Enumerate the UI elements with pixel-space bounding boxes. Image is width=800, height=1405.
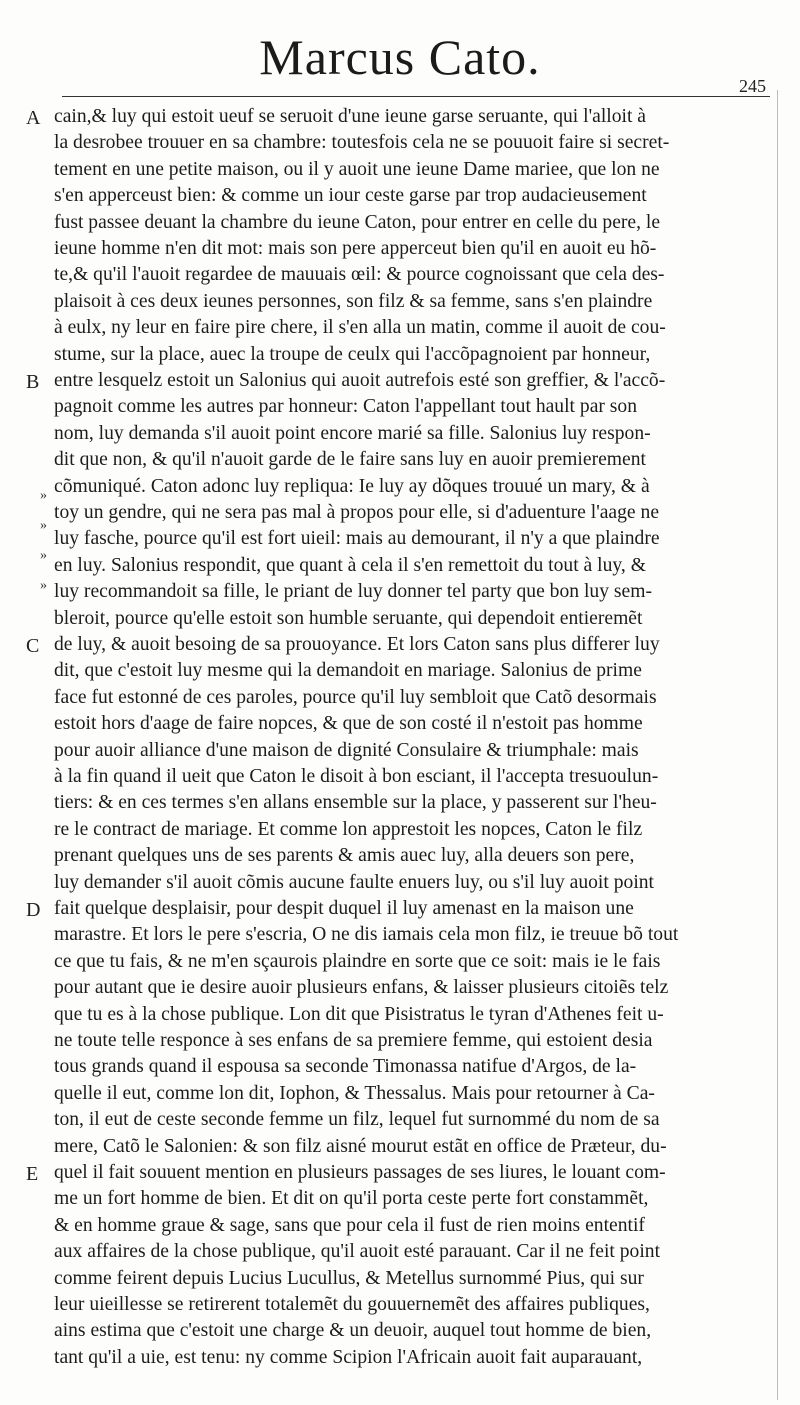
- margin-letter-b: B: [26, 371, 40, 393]
- text-line: fait quelque desplaisir, pour despit duquel il luy amenast en la maison une: [54, 898, 634, 919]
- text-line: re le contract de mariage. Et comme lon apprestoit les nopces, Caton le filz: [54, 818, 643, 840]
- text-line: pagnoit comme les autres par honneur: Caton l'appellant tout hault par son: [54, 396, 638, 418]
- text-line: mere, Catõ le Salonien: & son filz aisné mourut estãt en office de Præteur, du-: [54, 1135, 667, 1157]
- text-line: quel il fait souuent mention en plusieurs passages de ses liures, le louant com-: [54, 1162, 666, 1183]
- text-line: dit, que c'estoit luy mesme qui la demandoit en mariage. Salonius de prime: [54, 660, 642, 682]
- text-line: luy demander s'il auoit cõmis aucune faulte enuers luy, ou s'il luy auoit point: [54, 871, 655, 893]
- text-line: comme feirent depuis Lucius Lucullus, & Metellus surnommé Pius, qui sur: [54, 1267, 644, 1289]
- text-line: tant qu'il a uie, est tenu: ny comme Scipion l'Africain auoit fait auparauant,: [54, 1346, 643, 1368]
- text-line: te,& qu'il l'auoit regardee de mauuais œil: & pource cognoissant que cela des-: [54, 264, 665, 286]
- margin-quote-mark: »: [40, 518, 47, 533]
- margin-letter-e: E: [26, 1163, 39, 1185]
- text-line: la desrobee trouuer en sa chambre: toutesfois cela ne se pouuoit faire si secret-: [54, 132, 670, 154]
- text-line: plaisoit à ces deux ieunes personnes, son filz & sa femme, sans s'en plaindre: [54, 290, 653, 312]
- margin-quote-mark: »: [40, 578, 47, 593]
- margin-letter-a: A: [26, 107, 41, 129]
- text-line: bleroit, pource qu'elle estoit son humble seruante, qui dependoit entieremẽt: [54, 607, 643, 629]
- text-line: marastre. Et lors le pere s'escria, O ne dis iamais cela mon filz, ie treuue bõ tout: [54, 924, 679, 946]
- text-line: tement en une petite maison, ou il y auoit une ieune Dame mariee, que lon ne: [54, 158, 660, 180]
- text-line: luy recommandoit sa fille, le priant de luy donner tel party que bon luy sem-: [54, 581, 652, 603]
- text-line: fust passee deuant la chambre du ieune Caton, pour entrer en celle du pere, le: [54, 211, 661, 233]
- text-line: prenant quelques uns de ses parents & amis auec luy, alla deuers son pere,: [54, 845, 635, 867]
- text-line: en luy. Salonius respondit, que quant à cela il s'en remettoit du tout à luy, &: [54, 554, 646, 576]
- text-line: que tu es à la chose publique. Lon dit que Pisistratus le tyran d'Athenes feit u-: [54, 1003, 664, 1025]
- text-line: leur uieillesse se retirerent totalemẽt du gouuernemẽt des affaires publiques,: [54, 1294, 650, 1315]
- running-title: Marcus Cato.: [259, 29, 541, 85]
- margin-letter-c: C: [26, 635, 40, 657]
- text-line: de luy, & auoit besoing de sa prouoyance. Et lors Caton sans plus differer luy: [54, 634, 660, 655]
- text-line: nom, luy demanda s'il auoit point encore marié sa fille. Salonius luy respon-: [54, 422, 651, 444]
- margin-quote-mark: »: [40, 548, 47, 563]
- text-line: entre lesquelz estoit un Salonius qui auoit autrefois esté son greffier, & l'accõ-: [54, 370, 666, 391]
- margin-quote-mark: »: [40, 488, 47, 503]
- text-line: luy fasche, pource qu'il est fort uieil: mais au demourant, il n'y a que plaindre: [54, 528, 660, 550]
- text-line: face fut estonné de ces paroles, pource qu'il luy sembloit que Catõ desormais: [54, 686, 657, 708]
- page-edge-rule: [777, 90, 778, 1400]
- text-line: s'en apperceust bien: & comme un iour ceste garse par trop audacieusement: [54, 185, 647, 207]
- text-line: estoit hors d'aage de faire nopces, & que de son costé il n'estoit pas homme: [54, 713, 643, 735]
- text-line: à eulx, ny leur en faire pire chere, il s'en alla un matin, comme il auoit de cou-: [54, 317, 666, 339]
- text-line: cõmuniqué. Caton adonc luy repliqua: Ie luy ay dõques trouué un mary, & à: [54, 475, 650, 497]
- text-line: ton, il eut de ceste seconde femme un filz, lequel fut surnommé du nom de sa: [54, 1109, 660, 1131]
- text-line: ains estima que c'estoit une charge & un deuoir, auquel tout homme de bien,: [54, 1320, 652, 1342]
- text-line: tous grands quand il espousa sa seconde Timonassa natifue d'Argos, de la-: [54, 1056, 637, 1078]
- margin-letter-d: D: [26, 899, 41, 921]
- text-line: dit que non, & qu'il n'auoit garde de le faire sans luy en auoir premierement: [54, 449, 646, 471]
- text-line: me un fort homme de bien. Et dit on qu'il porta ceste perte fort constammẽt,: [54, 1188, 649, 1210]
- text-line: pour autant que ie desire auoir plusieurs enfans, & laisser plusieurs citoiẽs telz: [54, 977, 669, 999]
- text-line: toy un gendre, qui ne sera pas mal à propos pour elle, si d'aduenture l'aage ne: [54, 502, 660, 523]
- text-line: & en homme graue & sage, sans que pour cela il fust de rien moins ententif: [54, 1214, 645, 1236]
- text-line: ce que tu fais, & ne m'en sçaurois plaindre en sorte que ce soit: mais ie le fais: [54, 950, 661, 972]
- text-line: quelle il eut, comme lon dit, Iophon, & Thessalus. Mais pour retourner à Ca-: [54, 1082, 655, 1104]
- text-line: tiers: & en ces termes s'en allans ensemble sur la place, y passerent sur l'heu-: [54, 792, 657, 814]
- text-line: pour auoir alliance d'une maison de dignité Consulaire & triumphale: mais: [54, 739, 639, 761]
- text-line: à la fin quand il ueit que Caton le disoit à bon esciant, il l'accepta tresuoulun-: [54, 766, 659, 787]
- text-line: cain,& luy qui estoit ueuf se seruoit d'une ieune garse seruante, qui l'alloit à: [54, 106, 646, 127]
- page-number: 245: [739, 76, 766, 96]
- header-rule: [62, 96, 770, 97]
- text-line: stume, sur la place, auec la troupe de ceulx qui l'accõpagnoient par honneur,: [54, 343, 651, 365]
- text-line: ieune homme n'en dit mot: mais son pere apperceut bien qu'il en auoit eu hõ-: [54, 238, 657, 259]
- text-line: aux affaires de la chose publique, qu'il auoit esté parauant. Car il ne feit point: [54, 1241, 661, 1263]
- text-line: ne toute telle responce à ses enfans de sa premiere femme, qui estoient desia: [54, 1030, 653, 1051]
